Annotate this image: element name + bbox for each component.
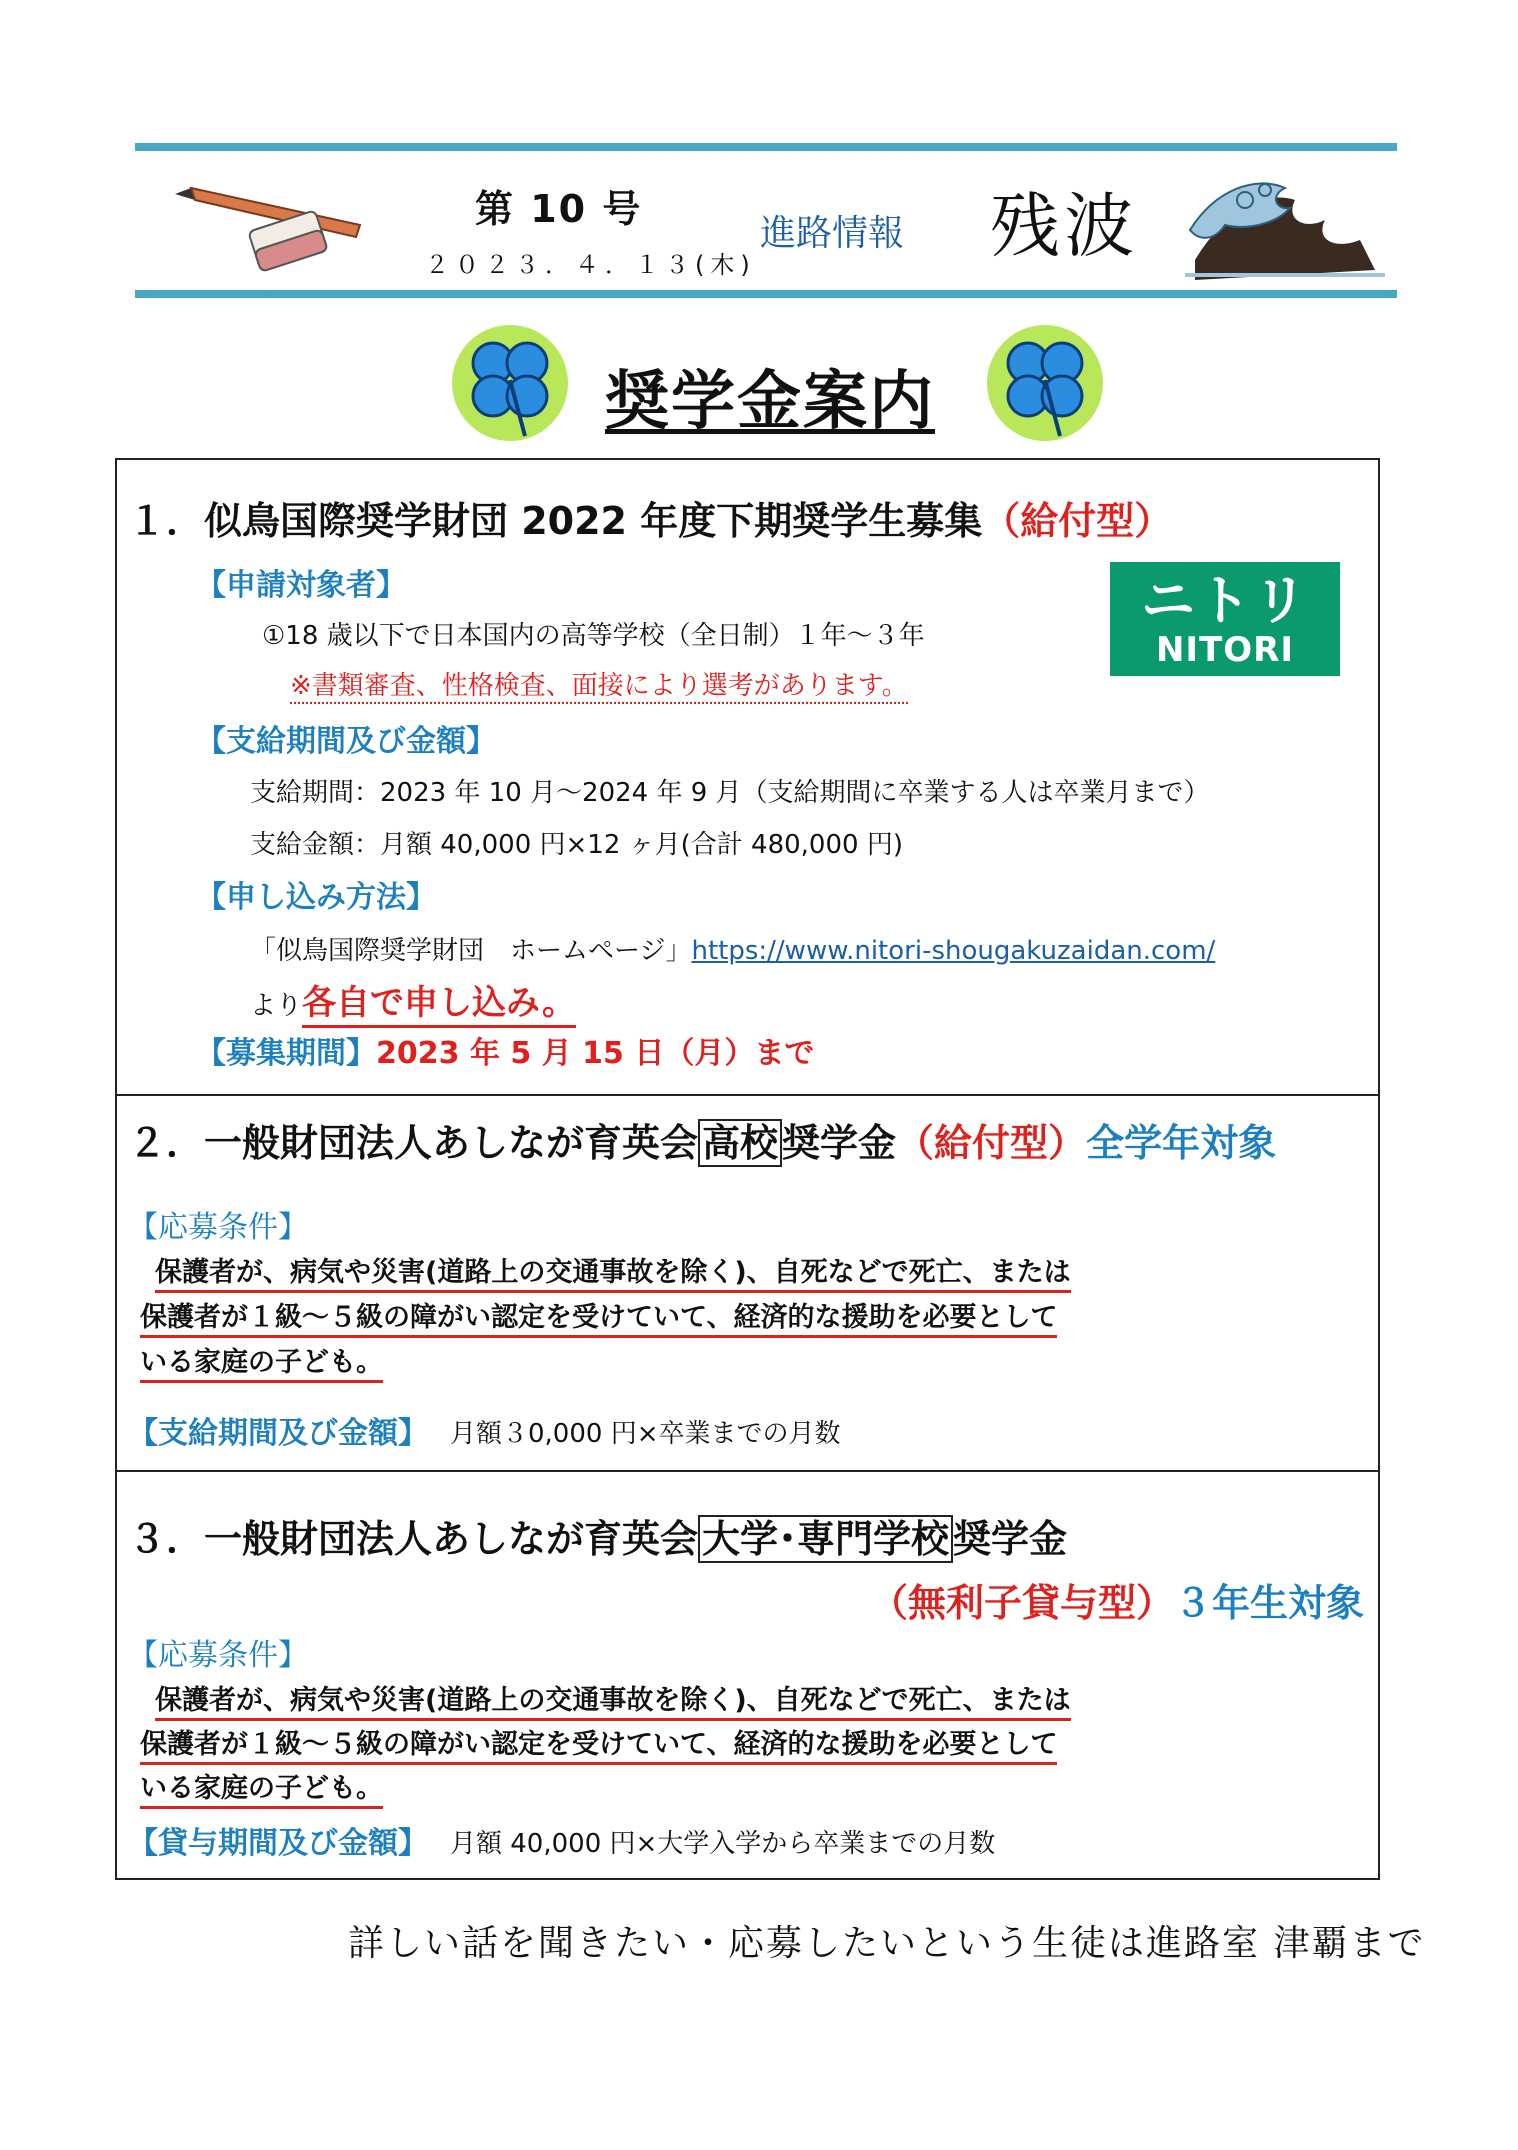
footer-contact: 詳しい話を聞きたい・応募したいという生徒は進路室 津覇まで	[348, 1923, 1426, 1964]
section-3-cond-line-3	[140, 1766, 383, 1805]
section-2-cond-label: 【応募条件】	[128, 1210, 308, 1245]
section-2-cond-3: いる家庭の子ども。	[140, 1347, 383, 1383]
section-2-period: 月額３0,000 円×卒業までの月数	[450, 1419, 841, 1449]
section-2-title-post: 奨学金	[782, 1121, 897, 1165]
section-1-amount: 支給金額：月額 40,000 円×12 ヶ月(合計 480,000 円)	[250, 830, 903, 860]
section-3-cond-3: いる家庭の子ども。	[140, 1773, 383, 1809]
issue-number: 第 10 号	[475, 187, 643, 231]
nitori-foundation-link[interactable]: https://www.nitori-shougakuzaidan.com/	[691, 936, 1216, 966]
section-1-apply-yori: より	[250, 991, 303, 1021]
section-1-apply-prefix: 「似鳥国際奨学財団 ホームページ」	[250, 936, 692, 966]
page-title: 奨学金案内	[605, 365, 935, 439]
nitori-logo-jp: ニトリ	[1141, 569, 1309, 632]
section-1-period-label: 【支給期間及び金額】	[196, 724, 496, 759]
section-2-cond-line-1	[155, 1250, 1071, 1289]
section-3-cond-line-2	[140, 1722, 1057, 1761]
section-2-cond-1: 保護者が、病気や災害(道路上の交通事故を除く)、自死などで死亡、または	[155, 1257, 1071, 1293]
section-3-cond-2: 保護者が１級～５級の障がい認定を受けていて、経済的な援助を必要として	[140, 1729, 1057, 1765]
section-1-apply-label: 【申し込み方法】	[196, 880, 436, 915]
section-1-apply-line	[250, 930, 1215, 967]
nitori-logo	[1110, 562, 1340, 676]
section-2-heading	[128, 1112, 1276, 1167]
pencil-eraser-icon	[175, 180, 375, 280]
section-3-period-label: 【貸与期間及び金額】	[128, 1826, 428, 1861]
section-2-target: 全学年対象	[1086, 1121, 1277, 1165]
section-3-cond-line-1	[155, 1678, 1071, 1717]
section-1-deadline-date: 2023 年 5 月 15 日（月）まで	[376, 1036, 815, 1071]
section-1-title: １．似鳥国際奨学財団 2022 年度下期奨学生募集	[128, 499, 983, 543]
section-2-title-pre: ２．一般財団法人あしなが育英会	[128, 1121, 699, 1165]
section-1-note: ※書類審査、性格検査、面接により選考があります。	[290, 665, 908, 704]
nitori-logo-en: NITORI	[1155, 630, 1295, 670]
section-3-heading	[128, 1508, 1067, 1563]
newsletter-logo: 残波	[990, 185, 1138, 267]
section-2-cond-line-3	[140, 1340, 383, 1379]
section-3-cond-1: 保護者が、病気や災害(道路上の交通事故を除く)、自死などで死亡、または	[155, 1685, 1071, 1721]
section-2-type: （給付型）	[896, 1121, 1087, 1165]
section-name: 進路情報	[760, 213, 905, 254]
section-3-cond-label: 【応募条件】	[128, 1638, 308, 1673]
section-3-target: ３年生対象	[1174, 1581, 1365, 1625]
section-1-period: 支給期間：2023 年 10 月～2024 年 9 月（支給期間に卒業する人は卒業月まで）	[250, 778, 1210, 808]
section-1-type: （給付型）	[982, 499, 1173, 543]
section-3-title-box: 大学･専門学校	[698, 1515, 953, 1563]
section-1-target: ①18 歳以下で日本国内の高等学校（全日制）１年～３年	[262, 621, 925, 651]
header-bottom-bar	[135, 290, 1397, 298]
section-2-period-label: 【支給期間及び金額】	[128, 1416, 428, 1451]
section-1-apply-emphasis: 各自で申し込み。	[302, 983, 576, 1028]
section-1-heading	[128, 490, 1172, 545]
section-1-deadline	[196, 1028, 814, 1072]
issue-date: ２０２３．４．１３(木)	[425, 251, 756, 279]
section-3-type: （無利子貸与型）	[870, 1581, 1175, 1625]
section-3-title-pre: ３．一般財団法人あしなが育英会	[128, 1517, 699, 1561]
section-3-period: 月額 40,000 円×大学入学から卒業までの月数	[450, 1829, 996, 1859]
section-2-title-box: 高校	[698, 1119, 782, 1167]
section-3-subheading	[870, 1572, 1364, 1627]
clover-right-icon	[980, 318, 1110, 448]
section-2-cond-2: 保護者が１級～５級の障がい認定を受けていて、経済的な援助を必要として	[140, 1302, 1057, 1338]
section-2-cond-line-2	[140, 1295, 1057, 1334]
section-1-deadline-label: 【募集期間】	[196, 1036, 376, 1071]
section-1-target-label: 【申請対象者】	[196, 568, 406, 603]
header-top-bar	[135, 143, 1397, 151]
wave-rock-icon	[1185, 170, 1385, 290]
clover-left-icon	[445, 318, 575, 448]
section-3-title-post: 奨学金	[953, 1517, 1068, 1561]
section-1-apply-method	[250, 975, 576, 1024]
